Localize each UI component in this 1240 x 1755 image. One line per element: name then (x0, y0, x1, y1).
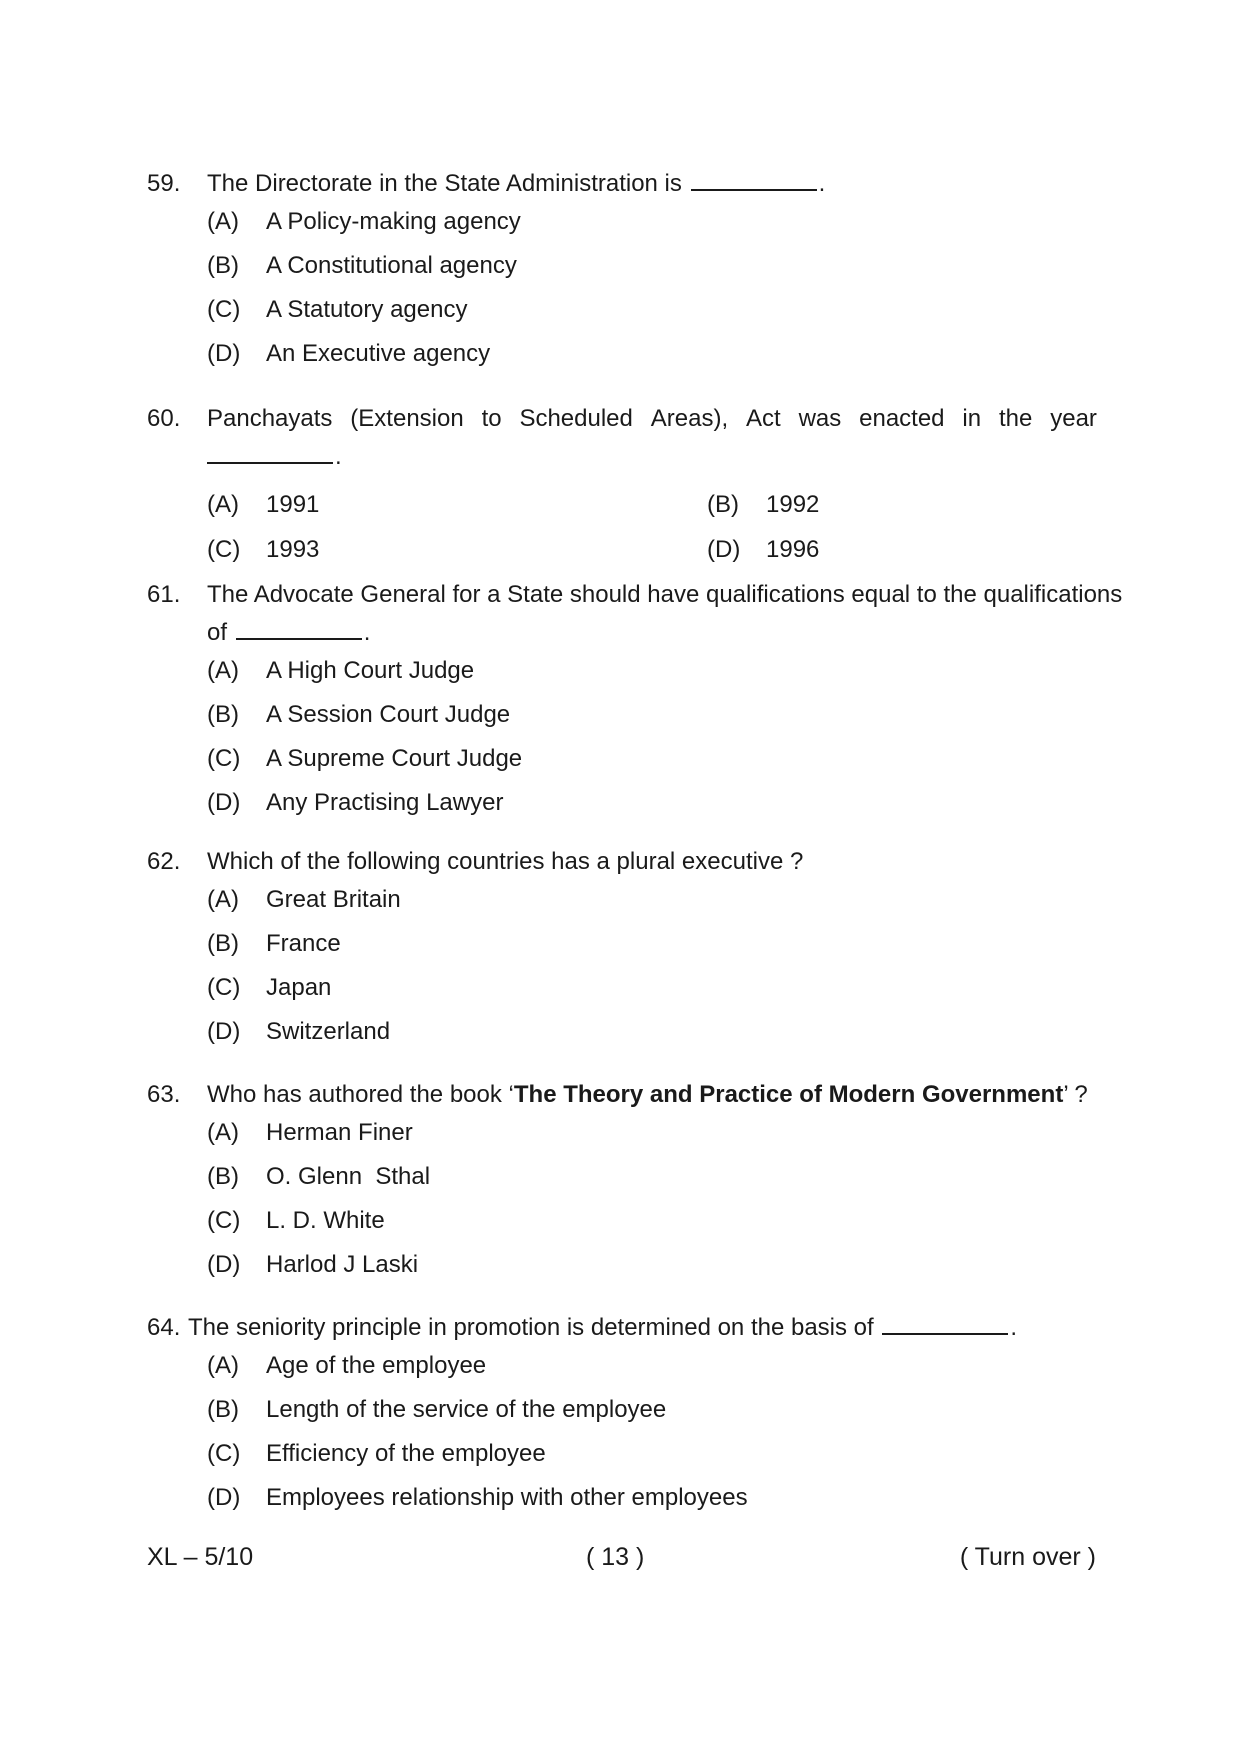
option-c (147, 291, 1097, 335)
option-text: A Session Court Judge (266, 701, 511, 728)
question-text (207, 400, 1097, 438)
turn-over-note: ( Turn over ) (959, 1543, 1096, 1571)
question-word: year (1050, 405, 1097, 432)
question-stem: Who has authored the book ‘ (207, 1081, 514, 1108)
question-number: 60. (147, 405, 181, 432)
option-label: (C) (207, 745, 241, 772)
option-text: A High Court Judge (266, 657, 475, 684)
option-label: (C) (207, 974, 241, 1001)
answer-blank (882, 1313, 1008, 1335)
page-number: ( 13 ) (586, 1543, 645, 1571)
option-text: Great Britain (266, 886, 401, 913)
option-label: (B) (207, 930, 239, 957)
option-label: (C) (207, 296, 241, 323)
book-title: The Theory and Practice of Modern Government (513, 1081, 1064, 1108)
option-label: (A) (207, 1119, 239, 1146)
question-word: in (962, 405, 982, 432)
option-b (147, 247, 1097, 291)
option-b (147, 696, 1097, 740)
question-stem: of (207, 619, 228, 646)
option-label: (B) (207, 252, 239, 279)
option-label: (A) (207, 1352, 239, 1379)
option-label: (D) (207, 1251, 241, 1278)
option-text: A Statutory agency (266, 296, 468, 323)
option-c (147, 740, 1097, 784)
question-62 (147, 843, 1097, 1057)
option-label: (C) (207, 1207, 241, 1234)
option-a (147, 1347, 1097, 1391)
question-number: 62. (147, 848, 181, 875)
question-number: 63. (147, 1081, 181, 1108)
option-label: (D) (207, 1018, 241, 1045)
option-label: (B) (207, 1163, 239, 1190)
question-word: Areas), (650, 405, 729, 432)
question-word: enacted (859, 405, 945, 432)
option-text: 1991 (266, 491, 320, 518)
option-text: A Policy-making agency (266, 208, 521, 235)
question-stem: The Directorate in the State Administration is (207, 170, 682, 197)
option-b (147, 925, 1097, 969)
question-end: . (363, 619, 371, 646)
option-d (147, 784, 1097, 828)
option-label: (C) (207, 536, 241, 563)
question-text (188, 1309, 1017, 1347)
option-b (147, 1391, 1097, 1435)
option-label: (B) (207, 1396, 239, 1423)
option-c (147, 969, 1097, 1013)
question-end: . (818, 170, 826, 197)
question-59 (147, 165, 1097, 379)
question-stem: The seniority principle in promotion is determined on the basis of (188, 1314, 874, 1341)
option-label: (A) (207, 491, 239, 518)
option-text: 1996 (766, 536, 820, 563)
question-word: (Extension (350, 405, 464, 432)
option-d (147, 1013, 1097, 1057)
question-text: The Advocate General for a State should have qualifications equal to the qualifications (207, 581, 1123, 608)
option-row (147, 531, 1097, 576)
question-word: Scheduled (519, 405, 633, 432)
option-a (147, 1114, 1097, 1158)
question-number: 64. (147, 1314, 181, 1341)
option-text: Japan (266, 974, 332, 1001)
option-text: Any Practising Lawyer (266, 789, 504, 816)
option-text: Switzerland (266, 1018, 391, 1045)
question-60 (147, 400, 1097, 576)
question-text (207, 165, 825, 203)
option-row (147, 486, 1097, 531)
option-label: (B) (207, 701, 239, 728)
question-number: 61. (147, 581, 181, 608)
question-63 (147, 1076, 1097, 1290)
option-label: (D) (207, 789, 241, 816)
question-continuation (147, 438, 1097, 476)
option-text: Length of the service of the employee (266, 1396, 667, 1423)
question-word: Panchayats (207, 405, 333, 432)
option-label: (A) (207, 208, 239, 235)
option-d (147, 1479, 1097, 1523)
option-text: A Constitutional agency (266, 252, 517, 279)
option-c (147, 1202, 1097, 1246)
question-word: Act (746, 405, 781, 432)
option-d (147, 1246, 1097, 1290)
question-continuation (147, 614, 1097, 652)
option-b (147, 1158, 1097, 1202)
option-text: Age of the employee (266, 1352, 487, 1379)
option-text: L. D. White (266, 1207, 385, 1234)
question-text: Which of the following countries has a plural executive ? (207, 848, 804, 875)
option-text: 1993 (266, 536, 320, 563)
option-label: (D) (207, 340, 241, 367)
option-label: (D) (707, 536, 741, 563)
option-a (147, 203, 1097, 247)
option-c (147, 1435, 1097, 1479)
question-64 (147, 1309, 1097, 1523)
option-text: Harlod J Laski (266, 1251, 419, 1278)
option-text: Herman Finer (266, 1119, 413, 1146)
question-end: ’ ? (1063, 1081, 1088, 1108)
option-text: A Supreme Court Judge (266, 745, 523, 772)
question-word: the (998, 405, 1033, 432)
option-label: (A) (207, 657, 239, 684)
question-end: . (1010, 1314, 1018, 1341)
option-label: (D) (207, 1484, 241, 1511)
option-label: (B) (707, 491, 739, 518)
question-word: to (481, 405, 502, 432)
question-61 (147, 576, 1123, 828)
option-text: Employees relationship with other employees (266, 1484, 748, 1511)
answer-blank (207, 442, 333, 464)
question-end: . (335, 443, 342, 470)
option-text: Efficiency of the employee (266, 1440, 546, 1467)
paper-code: XL – 5/10 (147, 1543, 254, 1571)
option-text: O. Glenn Sthal (266, 1163, 431, 1190)
option-label: (C) (207, 1440, 241, 1467)
question-word: was (798, 405, 842, 432)
option-text: 1992 (766, 491, 820, 518)
question-number: 59. (147, 170, 181, 197)
answer-blank (691, 169, 817, 191)
option-label: (A) (207, 886, 239, 913)
question-text (207, 1076, 1088, 1114)
option-a (147, 881, 1097, 925)
option-text: France (266, 930, 341, 957)
option-d (147, 335, 1097, 379)
option-text: An Executive agency (266, 340, 491, 367)
answer-blank (236, 618, 362, 640)
option-a (147, 652, 1097, 696)
